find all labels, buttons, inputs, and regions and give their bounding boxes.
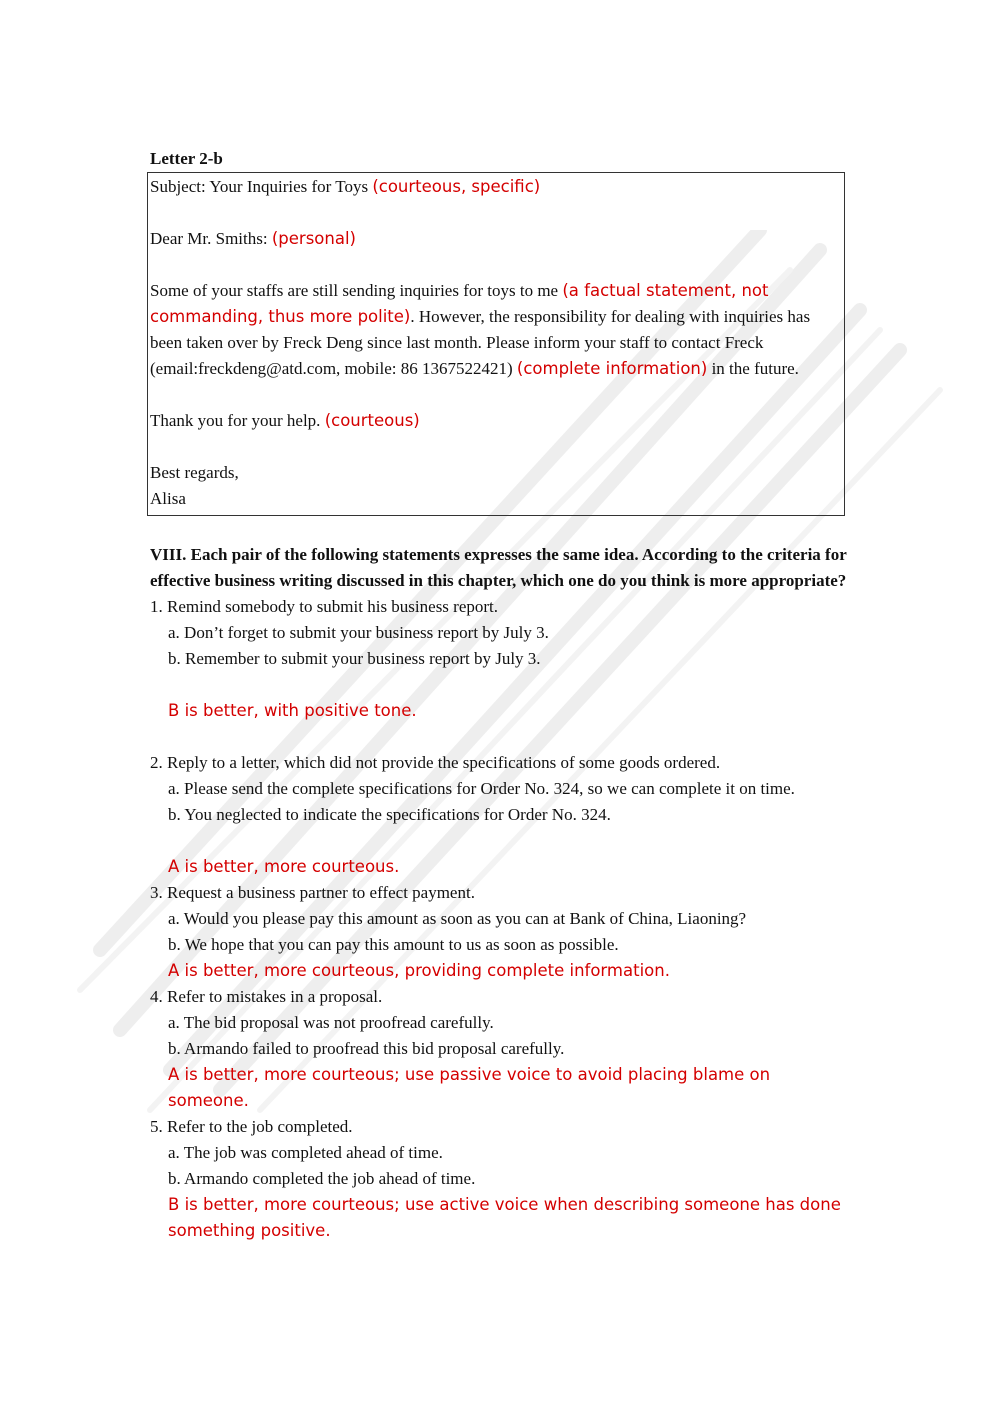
answer: A is better, more courteous; use passive voice to avoid placing blame on someone. xyxy=(168,1065,771,1110)
salutation-text: Dear Mr. Smiths: xyxy=(150,229,268,248)
body-note-1: (a factual statement, not commanding, thus more polite) xyxy=(150,281,769,326)
salutation-note: (personal) xyxy=(271,229,356,248)
body-part-2: . However, the responsibility for dealing with inquiries has been taken over by Freck Deng since last month. Please inform your staff to contact Freck (email:freckdeng@atd.com, mobile: 86 1367522421) xyxy=(150,307,811,378)
body-note-2: (complete information) xyxy=(516,359,708,378)
thanks-text: Thank you for your help. xyxy=(150,411,321,430)
option-a: a. Don’t forget to submit your business report by July 3. xyxy=(168,623,549,642)
answer: B is better, more courteous; use active voice when describing someone has done something positive. xyxy=(168,1195,841,1240)
section-title: VIII. Each pair of the following statements expresses the same idea. According to the criteria for effective business writing discussed in this chapter, which one do you think is more appropriate? xyxy=(150,545,847,590)
answer: B is better, with positive tone. xyxy=(168,701,417,720)
subject-note: (courteous, specific) xyxy=(372,177,541,196)
closing: Best regards, xyxy=(150,463,239,482)
signature: Alisa xyxy=(150,489,186,508)
salutation-line xyxy=(150,226,834,252)
question-prompt: 1. Remind somebody to submit his business report. xyxy=(150,597,499,616)
body-part-1: Some of your staffs are still sending inquiries for toys to me xyxy=(150,281,559,300)
letter-box xyxy=(147,172,845,516)
question-prompt: 5. Refer to the job completed. xyxy=(150,1117,353,1136)
option-b: b. You neglected to indicate the specifications for Order No. 324. xyxy=(168,805,611,824)
option-b: b. Remember to submit your business report by July 3. xyxy=(168,649,541,668)
thanks-note: (courteous) xyxy=(324,411,420,430)
letter-title: Letter 2-b xyxy=(150,149,223,168)
question-prompt: 4. Refer to mistakes in a proposal. xyxy=(150,987,383,1006)
subject-line xyxy=(150,174,834,200)
answer: A is better, more courteous. xyxy=(168,857,400,876)
body-part-3: in the future. xyxy=(711,359,799,378)
option-a: a. The bid proposal was not proofread carefully. xyxy=(168,1013,494,1032)
answer: A is better, more courteous, providing complete information. xyxy=(168,961,670,980)
question-prompt: 2. Reply to a letter, which did not provide the specifications of some goods ordered. xyxy=(150,753,721,772)
subject-text: Subject: Your Inquiries for Toys xyxy=(150,177,369,196)
option-a: a. The job was completed ahead of time. xyxy=(168,1143,443,1162)
option-b: b. Armando completed the job ahead of time. xyxy=(168,1169,476,1188)
thanks-line xyxy=(150,408,834,434)
option-b: b. Armando failed to proofread this bid proposal carefully. xyxy=(168,1039,565,1058)
option-b: b. We hope that you can pay this amount to us as soon as possible. xyxy=(168,935,619,954)
option-a: a. Please send the complete specifications for Order No. 324, so we can complete it on time. xyxy=(168,779,795,798)
document-page xyxy=(150,146,850,1244)
letter-body xyxy=(150,278,834,382)
question-prompt: 3. Request a business partner to effect payment. xyxy=(150,883,475,902)
option-a: a. Would you please pay this amount as soon as you can at Bank of China, Liaoning? xyxy=(168,909,747,928)
